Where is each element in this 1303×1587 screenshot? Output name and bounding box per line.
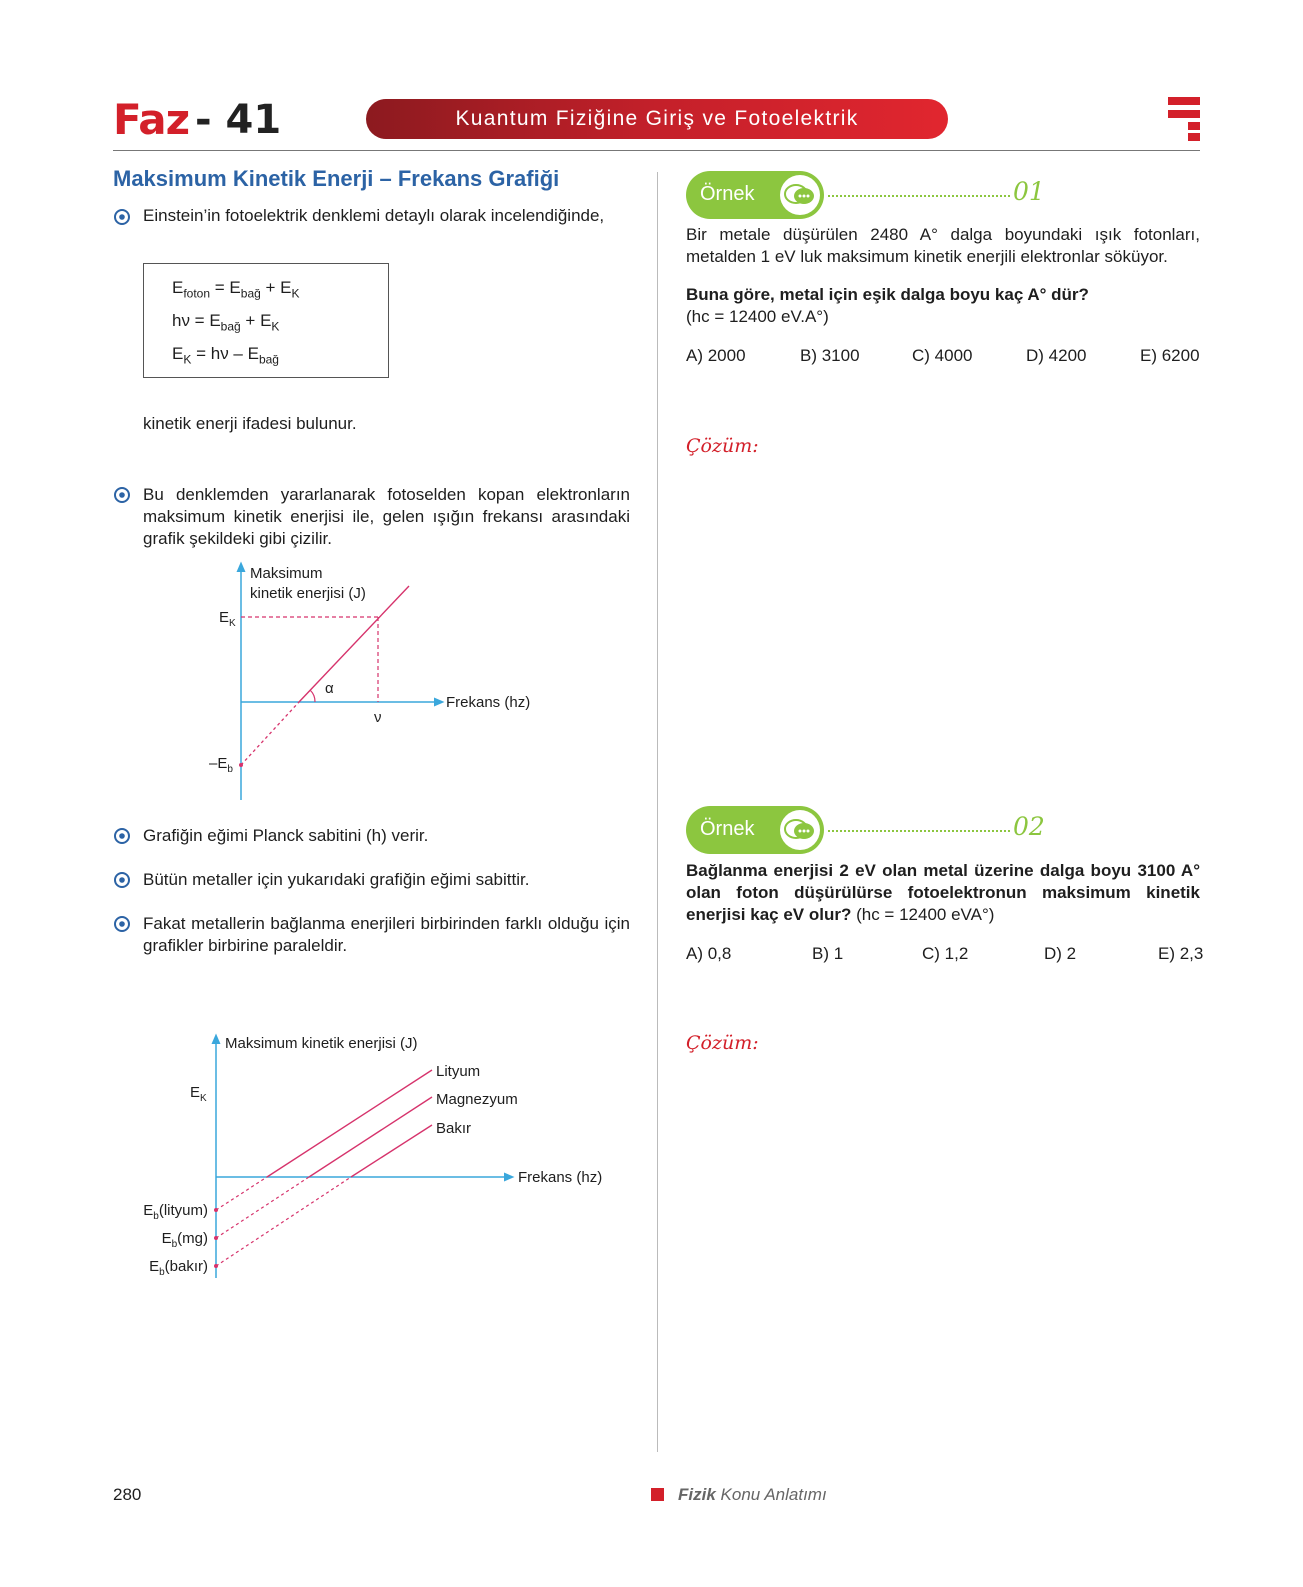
- option-e[interactable]: E) 2,3: [1158, 944, 1204, 963]
- bullet-text-5: Fakat metallerin bağlanma enerjileri birbirinden farklı olduğu için grafikler birbirine paraleldir.: [143, 914, 630, 955]
- nu-label: ν: [374, 709, 382, 726]
- column-divider: [657, 172, 658, 1452]
- example-number-02: 02: [1013, 812, 1045, 841]
- example-tag-02: Örnek: [686, 806, 824, 854]
- page-number: 280: [113, 1485, 142, 1504]
- bullet-icon: [113, 486, 131, 504]
- corner-logo-icon: [1168, 97, 1200, 141]
- bullet-text-2: Bu denklemden yararlanarak fotoselden kopan elektronların maksimum kinetik enerjisi ile, gelen ışığın frekansı arasındaki grafik şekildeki gibi çizilir.: [143, 485, 630, 548]
- lityum-intercept: [214, 1208, 218, 1212]
- y-label-1: Maksimum: [250, 565, 323, 582]
- chapter-title: Kuantum Fiziğine Giriş ve Fotoelektrik: [455, 107, 859, 130]
- option-b[interactable]: B) 3100: [800, 346, 860, 365]
- bullet-text-3: Grafiğin eğimi Planck sabitini (h) verir.: [143, 826, 429, 845]
- example-dots: [828, 830, 1010, 832]
- mg-intercept: [214, 1236, 218, 1240]
- lityum-line: [267, 1070, 432, 1177]
- metals-comparison-graph: [130, 1030, 620, 1285]
- footer-square-icon: [651, 1488, 664, 1501]
- y-label: Maksimum kinetik enerjisi (J): [225, 1035, 418, 1052]
- x-label: Frekans (hz): [518, 1169, 603, 1186]
- bakir-label: Bakır: [436, 1120, 472, 1137]
- chapter-banner: [366, 99, 948, 139]
- solution-label-01: Çözüm:: [686, 435, 759, 457]
- eb-mg-label: $E_b(mg)$: [161, 1230, 208, 1250]
- chat-bubbles-icon: [780, 810, 820, 850]
- logo: [113, 95, 282, 144]
- option-c[interactable]: C) 4000: [912, 346, 973, 365]
- eb-bakir-label: $E_b(bakır)$: [149, 1258, 208, 1278]
- alpha-label: α: [325, 680, 334, 697]
- bakir-extrapolation: [216, 1177, 351, 1266]
- example-01-question: Buna göre, metal için eşik dalga boyu kaç A° dür?: [686, 285, 1089, 304]
- bakir-intercept: [214, 1264, 218, 1268]
- kinetic-energy-frequency-graph: [200, 560, 560, 805]
- bullet-text-1: Einstein’in fotoelektrik denklemi detaylı olarak incelendiğinde,: [143, 206, 605, 225]
- example-dots: [828, 195, 1010, 197]
- section-title: Maksimum Kinetik Enerji – Frekans Grafiği: [113, 166, 560, 191]
- magnezyum-label: Magnezyum: [436, 1091, 518, 1108]
- bullet-text-4: Bütün metaller için yukarıdaki grafiğin eğimi sabittir.: [143, 870, 530, 889]
- intercept-point: [239, 763, 243, 767]
- option-d[interactable]: D) 2: [1044, 944, 1077, 963]
- option-a[interactable]: A) 2000: [686, 346, 746, 365]
- x-label: Frekans (hz): [446, 694, 531, 711]
- bullet-icon: [113, 208, 131, 226]
- bullet-icon: [113, 871, 131, 889]
- option-a[interactable]: A) 0,8: [686, 944, 732, 963]
- formula-line-1: $E_{foton} = E_{bağ} + E_K$: [172, 278, 300, 301]
- formula-line-2: $h\nu = E_{bağ} + E_K$: [172, 311, 280, 334]
- option-c[interactable]: C) 1,2: [922, 944, 969, 963]
- example-01-text: Bir metale düşürülen 2480 A° dalga boyundaki ışık fotonları, metalden 1 eV luk maksimum kinetik enerjili elektronlar söküyor.: [686, 225, 1200, 266]
- example-tag-01: Örnek: [686, 171, 824, 219]
- bullet-icon: [113, 915, 131, 933]
- ek-label: $E_K$: [219, 609, 236, 629]
- example-01-note: (hc = 12400 eV.A°): [686, 307, 829, 326]
- lityum-extrapolation: [216, 1177, 267, 1210]
- option-d[interactable]: D) 4200: [1026, 346, 1087, 365]
- energy-line: [299, 586, 409, 702]
- eb-lityum-label: $E_b(lityum)$: [143, 1202, 208, 1222]
- header-divider: [113, 150, 1200, 151]
- bullet-icon: [113, 827, 131, 845]
- ek-label: $E_K$: [190, 1084, 207, 1104]
- option-e[interactable]: E) 6200: [1140, 346, 1200, 365]
- formula-conclusion: kinetik enerji ifadesi bulunur.: [143, 414, 357, 433]
- bakir-line: [351, 1125, 432, 1177]
- magnezyum-extrapolation: [216, 1177, 309, 1238]
- lityum-label: Lityum: [436, 1063, 481, 1080]
- logo-text: Faz: [113, 95, 190, 144]
- example-02-question: Bağlanma enerjisi 2 eV olan metal üzerine dalga boyu 3100 A° olan foton düşürülürse fotoelektronun maksimum kinetik enerjisi kaç eV olur? (hc = 12400 eVA°): [686, 861, 1200, 924]
- eb-label: $-E_b$: [209, 755, 233, 775]
- y-label-2: kinetik enerjisi (J): [250, 585, 366, 602]
- solution-label-02: Çözüm:: [686, 1032, 759, 1054]
- extrapolated-line: [241, 702, 299, 765]
- option-b[interactable]: B) 1: [812, 944, 844, 963]
- alpha-arc: [310, 690, 315, 702]
- example-number-01: 01: [1013, 177, 1045, 206]
- chapter-number: - 41: [195, 97, 282, 143]
- formula-box: [143, 263, 389, 378]
- book-title: Fizik Konu Anlatımı: [678, 1485, 827, 1504]
- formula-line-3: $E_K = h\nu - E_{bağ}$: [172, 344, 279, 367]
- chat-bubbles-icon: [780, 175, 820, 215]
